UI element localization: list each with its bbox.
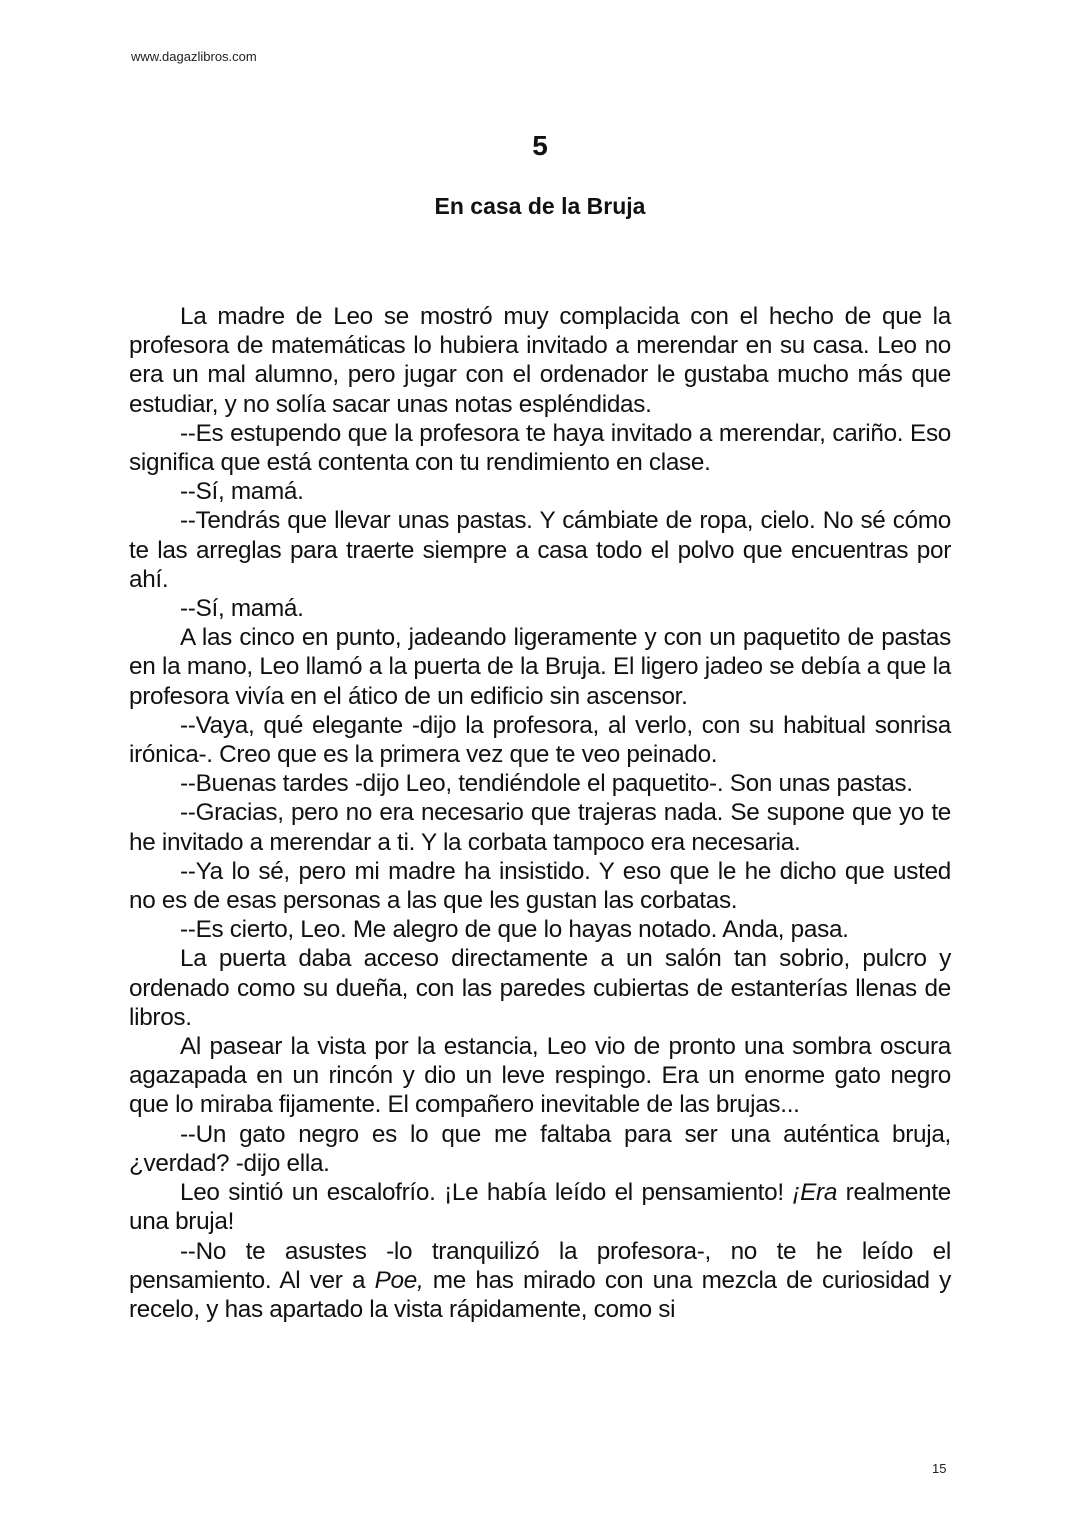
paragraph: Al pasear la vista por la estancia, Leo vio de pronto una sombra oscura agazapada en un rincón y dio un leve respingo. Era un enorme gato negro que lo miraba fijamente. El compañero inevitable de las brujas...: [129, 1033, 951, 1119]
chapter-title: En casa de la Bruja: [434, 193, 646, 219]
italic-text: Poe,: [374, 1266, 424, 1294]
paragraph: A las cinco en punto, jadeando ligeramente y con un paquetito de pastas en la mano, Leo llamó a la puerta de la Bruja. El ligero jadeo se debía a que la profesora vivía en el ático de un edificio sin ascensor.: [129, 624, 951, 710]
paragraph: [129, 1237, 951, 1325]
chapter-number: 5: [532, 130, 548, 161]
paragraph: --Ya lo sé, pero mi madre ha insistido. Y eso que le he dicho que usted no es de esas personas a las que les gustan las corbatas.: [129, 857, 951, 915]
italic-text: ¡Era: [792, 1179, 838, 1207]
text-run: --No te asustes -lo tranquilizó la profesora-, no te he leído el pensamiento. Al ver a: [129, 1237, 951, 1294]
paragraph: --Buenas tardes -dijo Leo, tendiéndole el paquetito-. Son unas pastas.: [180, 770, 913, 798]
paragraph: --Vaya, qué elegante -dijo la profesora, al verlo, con su habitual sonrisa irónica-. Creo que es la primera vez que te veo peinado.: [129, 711, 951, 769]
body-text: [129, 302, 951, 1324]
paragraph: --Es estupendo que la profesora te haya invitado a merendar, cariño. Eso significa que está contenta con tu rendimiento en clase.: [129, 419, 951, 477]
page-number: 15: [932, 1461, 947, 1476]
paragraph: --Sí, mamá.: [180, 478, 304, 506]
text-run: me has mirado con una mezcla de curiosidad y recelo, y has apartado la vista rápidamente, como si: [129, 1266, 951, 1323]
paragraph: --Un gato negro es lo que me faltaba para ser una auténtica bruja, ¿verdad? -dijo ella.: [129, 1120, 951, 1177]
paragraph: La puerta daba acceso directamente a un salón tan sobrio, pulcro y ordenado como su dueña, con las paredes cubiertas de estanterías llenas de libros.: [129, 945, 951, 1031]
paragraph: --Sí, mamá.: [180, 595, 304, 623]
text-run: realmente una bruja!: [129, 1179, 951, 1236]
text-run: Leo sintió un escalofrío. ¡Le había leído el pensamiento!: [180, 1179, 793, 1207]
paragraph: La madre de Leo se mostró muy complacida con el hecho de que la profesora de matemáticas lo hubiera invitado a merendar en su casa. Leo no era un mal alumno, pero jugar con el ordenador le gustaba mucho más que estudiar, y no solía sacar unas notas espléndidas.: [129, 303, 951, 418]
site-url: www.dagazlibros.com: [131, 49, 257, 64]
paragraph: --Tendrás que llevar unas pastas. Y cámbiate de ropa, cielo. No sé cómo te las arreglas para traerte siempre a casa todo el polvo que encuentras por ahí.: [129, 507, 951, 593]
paragraph: [129, 1178, 951, 1236]
paragraph: --Gracias, pero no era necesario que trajeras nada. Se supone que yo te he invitado a merendar a ti. Y la corbata tampoco era necesaria.: [129, 799, 951, 856]
paragraph: --Es cierto, Leo. Me alegro de que lo hayas notado. Anda, pasa.: [180, 916, 849, 944]
